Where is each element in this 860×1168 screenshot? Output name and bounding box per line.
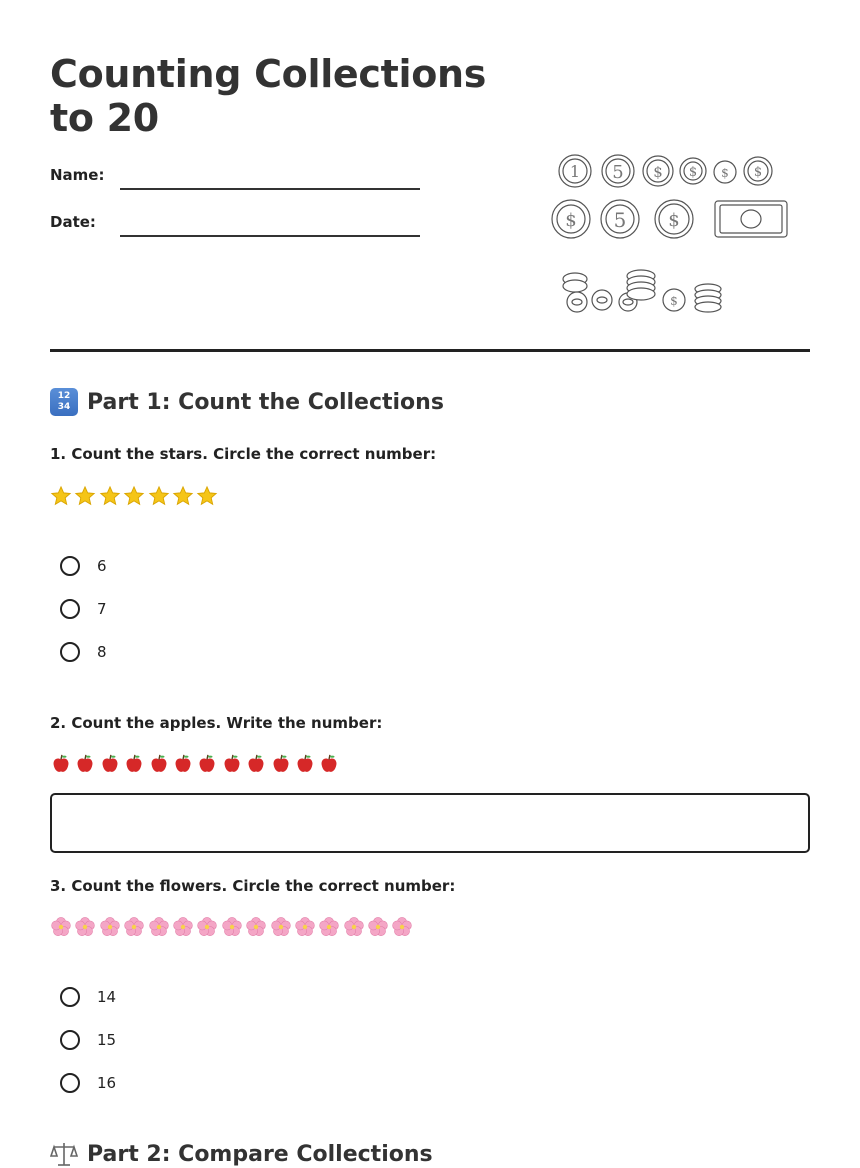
star-icon bbox=[172, 485, 196, 509]
apple-icon bbox=[99, 753, 123, 777]
radio-circle[interactable] bbox=[60, 1030, 80, 1050]
star-icon bbox=[123, 485, 147, 509]
q3-option-b[interactable] bbox=[60, 1027, 116, 1053]
cherry-blossom-icon bbox=[50, 916, 74, 940]
apple-icon bbox=[50, 753, 74, 777]
svg-text:$: $ bbox=[653, 163, 663, 181]
name-label: Name: bbox=[50, 166, 105, 184]
date-field-row bbox=[50, 213, 420, 243]
name-input[interactable] bbox=[120, 166, 420, 190]
apple-icon bbox=[294, 753, 318, 777]
option-label: 8 bbox=[97, 643, 107, 661]
q2-answer-input[interactable] bbox=[50, 793, 810, 853]
svg-text:$: $ bbox=[670, 294, 678, 308]
cherry-blossom-icon bbox=[367, 916, 391, 940]
star-icon bbox=[50, 485, 74, 509]
option-label: 14 bbox=[97, 988, 117, 1006]
date-label: Date: bbox=[50, 213, 96, 231]
part2-heading bbox=[50, 1140, 433, 1168]
icon-digit: 1 bbox=[57, 391, 64, 401]
apple-icon bbox=[172, 753, 196, 777]
radio-circle[interactable] bbox=[60, 556, 80, 576]
question-1-prompt: 1. Count the stars. Circle the correct number: bbox=[50, 445, 437, 463]
icon-digit: 2 bbox=[64, 391, 71, 401]
q1-option-c[interactable] bbox=[60, 639, 107, 665]
cherry-blossom-icon bbox=[196, 916, 220, 940]
svg-text:1: 1 bbox=[569, 162, 581, 181]
svg-text:$: $ bbox=[565, 210, 577, 231]
coins-and-bill-illustration bbox=[545, 150, 795, 320]
cherry-blossom-icon bbox=[245, 916, 269, 940]
apple-icon bbox=[221, 753, 245, 777]
part1-heading-text: Part 1: Count the Collections bbox=[87, 389, 444, 415]
q1-option-b[interactable] bbox=[60, 596, 107, 622]
icon-digit: 4 bbox=[64, 402, 71, 412]
svg-text:$: $ bbox=[721, 166, 729, 180]
header-divider bbox=[50, 349, 810, 352]
svg-text:$: $ bbox=[753, 165, 763, 180]
option-label: 6 bbox=[97, 557, 107, 575]
stars-collection bbox=[50, 485, 221, 509]
q1-option-a[interactable] bbox=[60, 553, 107, 579]
radio-circle[interactable] bbox=[60, 987, 80, 1007]
q3-option-c[interactable] bbox=[60, 1070, 116, 1096]
apple-icon bbox=[148, 753, 172, 777]
cherry-blossom-icon bbox=[294, 916, 318, 940]
question-3-prompt: 3. Count the flowers. Circle the correct number: bbox=[50, 877, 456, 895]
cherry-blossom-icon bbox=[172, 916, 196, 940]
balance-scale-icon bbox=[50, 1140, 78, 1168]
cherry-blossom-icon bbox=[343, 916, 367, 940]
svg-text:$: $ bbox=[688, 165, 698, 180]
cherry-blossom-icon bbox=[74, 916, 98, 940]
apple-icon bbox=[74, 753, 98, 777]
keycap-1234-icon bbox=[50, 388, 78, 416]
part2-heading-text: Part 2: Compare Collections bbox=[87, 1141, 433, 1167]
apple-icon bbox=[123, 753, 147, 777]
apples-collection bbox=[50, 753, 343, 777]
star-icon bbox=[148, 485, 172, 509]
q3-option-a[interactable] bbox=[60, 984, 116, 1010]
option-label: 7 bbox=[97, 600, 107, 618]
star-icon bbox=[99, 485, 123, 509]
option-label: 16 bbox=[97, 1074, 117, 1092]
part1-heading bbox=[50, 388, 444, 416]
apple-icon bbox=[270, 753, 294, 777]
svg-text:5: 5 bbox=[613, 208, 627, 232]
apple-icon bbox=[318, 753, 342, 777]
question-2-prompt: 2. Count the apples. Write the number: bbox=[50, 714, 383, 732]
cherry-blossom-icon bbox=[99, 916, 123, 940]
radio-circle[interactable] bbox=[60, 599, 80, 619]
cherry-blossom-icon bbox=[270, 916, 294, 940]
cherry-blossom-icon bbox=[318, 916, 342, 940]
svg-text:5: 5 bbox=[612, 162, 624, 183]
worksheet-title: Counting Collections to 20 bbox=[50, 52, 487, 140]
date-input[interactable] bbox=[120, 213, 420, 237]
cherry-blossom-icon bbox=[391, 916, 415, 940]
cherry-blossom-icon bbox=[123, 916, 147, 940]
cherry-blossom-icon bbox=[221, 916, 245, 940]
option-label: 15 bbox=[97, 1031, 117, 1049]
svg-text:$: $ bbox=[668, 210, 680, 231]
radio-circle[interactable] bbox=[60, 1073, 80, 1093]
apple-icon bbox=[245, 753, 269, 777]
icon-digit: 3 bbox=[57, 402, 64, 412]
flowers-collection bbox=[50, 916, 416, 940]
radio-circle[interactable] bbox=[60, 642, 80, 662]
star-icon bbox=[196, 485, 220, 509]
cherry-blossom-icon bbox=[148, 916, 172, 940]
name-field-row bbox=[50, 166, 420, 196]
star-icon bbox=[74, 485, 98, 509]
apple-icon bbox=[196, 753, 220, 777]
